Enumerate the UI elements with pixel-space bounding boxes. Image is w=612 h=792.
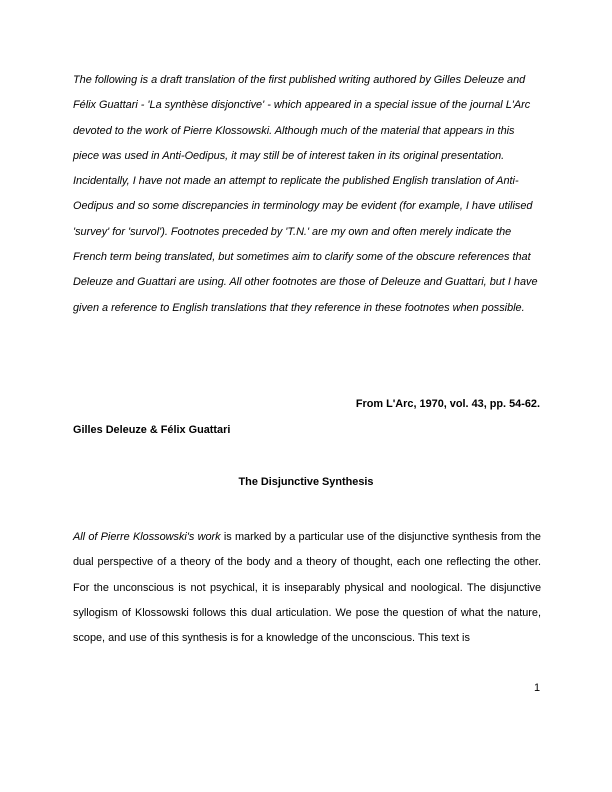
body-italic-opening: All of Pierre Klossowski's work <box>73 531 221 543</box>
page-number: 1 <box>533 682 540 694</box>
body-paragraph <box>73 525 541 651</box>
source-citation: From L'Arc, 1970, vol. 43, pp. 54-62. <box>355 398 540 410</box>
author-line: Gilles Deleuze & Félix Guattari <box>73 424 231 436</box>
body-paragraph-text: is marked by a particular use of the disjunctive synthesis from the dual perspective of a theory of the body and a theory of thought, each one reflecting the other. For the unconscious is not psychical, it is inseparably physical and noological. The disjunctive syllogism of Klossowski follows this dual articulation. We pose the question of what the nature, scope, and use of this synthesis is for a knowledge of the unconscious. This text is <box>73 531 541 645</box>
document-title: The Disjunctive Synthesis <box>238 476 374 488</box>
translator-intro-paragraph: The following is a draft translation of the first published writing authored by Gilles Deleuze and Félix Guattari - 'La synthèse disjonctive' - which appeared in a special issue of the journal L'Arc devoted to the work of Pierre Klossowski. Although much of the material that appears in this piece was used in Anti-Oedipus, it may still be of interest taken in its original presentation. Incidentally, I have not made an attempt to replicate the published English translation of Anti-Oedipus and so some discrepancies in terminology may be evident (for example, I have utilised 'survey' for 'survol'). Footnotes preceded by 'T.N.' are my own and often merely indicate the French term being translated, but sometimes aim to clarify some of the obscure references that Deleuze and Guattari are using. All other footnotes are those of Deleuze and Guattari, but I have given a reference to English translations that they reference in these footnotes when possible. <box>73 74 538 314</box>
